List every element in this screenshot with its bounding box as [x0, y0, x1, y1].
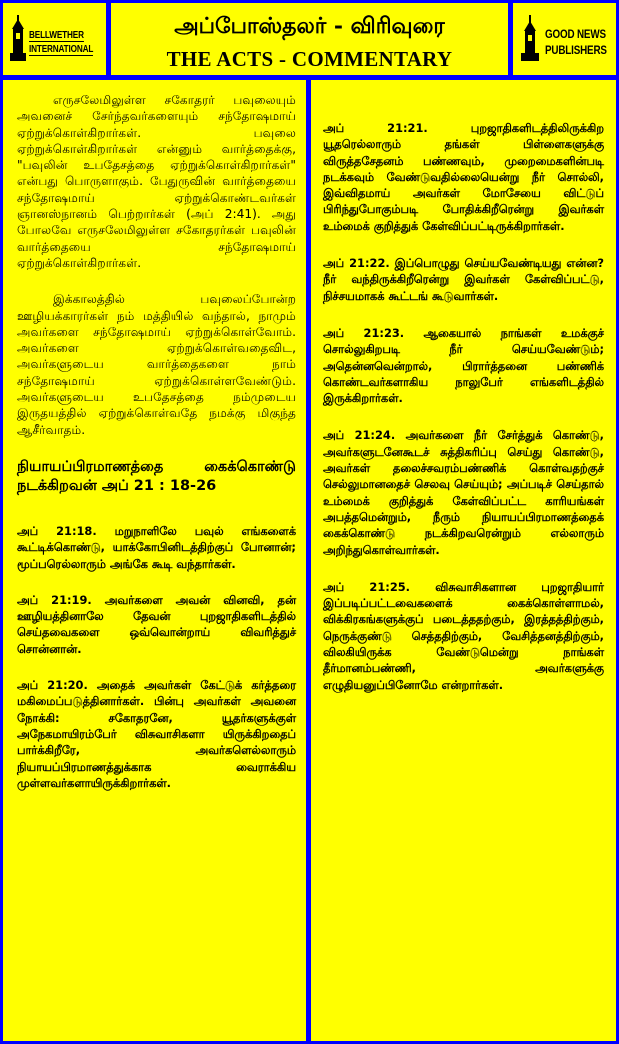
bellwether-logo [3, 3, 106, 75]
commentary-paragraph: இக்காலத்தில் பவுலைப்போன்ற ஊழியக்காரர்கள் நம் மத்தியில் வந்தால், நாமும் அவர்களை சந்தோஷமாய் ஏற்றுக்கொள்வோம். அவர்களை ஏற்றுக்கொள்வதைவிட, அவர்களுடைய வார்த்தைகளை நாம் சந்தோஷமாய் ஏற்றுக்கொள்ளவேண்டும். அவர்களுடைய உபதேசத்தை நம்முடைய இருதயத்தில் ஏற்றுக்கொள்வதே நமக்கு மிகுந்த ஆசீர்வாதம். [17, 292, 296, 437]
verse-block: அப் 21:21. புறஜாதிகளிடத்திலிருக்கிற யூதரெல்லாரும் தங்கள் பிள்ளைகளுக்கு விருத்தசேதனம் பண்ணவும், முறைமைகளின்படி நடக்கவும் வேண்டுவதில்லையென்று நீர் சொல்லி, இவ்விதமாய் அவர்கள் மோசேயை விட்டுப் பிரிந்துபோகும்படி போதிக்கிறீரென்று இவர்கள் உம்மைக் குறித்துக் கேள்விப்பட்டிருக்கிறார்கள். [323, 121, 604, 233]
logo-right-line1: GOOD NEWS [545, 27, 606, 41]
section-heading: நியாயப்பிரமாணத்தை கைக்கொண்டு நடக்கிறவன் அப் 21 : 18-26 [17, 458, 296, 495]
verse-block: அப் 21:24. அவர்களை நீர் சேர்த்துக் கொண்டு, அவர்களுடனேகூடச் சுத்திகரிப்பு செய்து கொண்டு, அவர்கள் தலைச்சவரம்பண்ணிக் கொள்வதற்குச் செல்லுமானதைச் செலவு செய்யும்; அப்படிச் செய்தால் உம்மைக் குறித்துக் கேள்விப்பட்ட காரியங்கள் அபத்தமென்றும், நீரும் நியாயப்பிரமாணத்தைக் கைக்கொண்டு நடக்கிறவரென்றும் எல்லாரும் அறிந்துகொள்வார்கள். [323, 428, 604, 557]
bell-tower-icon [9, 15, 27, 61]
logo-left-line1: BELLWETHER [29, 30, 84, 41]
right-column [311, 80, 616, 1041]
verse-block: அப் 21:23. ஆகையால் நாங்கள் உமக்குச் சொல்லுகிறபடி நீர் செய்யவேண்டும்; அதென்னவென்றால், பிரார்த்தனை பண்ணிக் கொண்டவர்களாகிய நாலுபேர் எங்களிடத்தில் இருக்கிறார்கள். [323, 325, 604, 406]
tower-icon [519, 15, 541, 61]
verse-block: அப் 21:25. விசுவாசிகளான புறஜாதியார் இப்படிப்பட்டவைகளைக் கைக்கொள்ளாமல், விக்கிரகங்களுக்குப் படைத்ததற்கும், இரத்தத்திற்கும், நெருக்குண்டு செத்ததிற்கும், வேசித்தனத்திற்கும், விலகியிருக்க வேண்டுமென்று நாங்கள் தீர்மானம்பண்ணி, அவர்களுக்கு எழுதியனுப்பினோமே என்றார்கள். [323, 579, 604, 692]
commentary-paragraph: எருசலேமிலுள்ள சகோதரர் பவுலையும் அவனைச் சேர்ந்தவர்களையும் சந்தோஷமாய் ஏற்றுக்கொள்கிறார்கள். பவுலை ஏற்றுக்கொள்கிறார்கள் என்னும் வார்த்தைக்கு, "பவுலின் உபதேசத்தை ஏற்றுக்கொள்கிறார்கள்" என்பது பொருளாகும். பேதுருவின் வார்த்தையை சந்தோஷமாய் ஏற்றுக்கொண்டவர்கள் ஞானஸ்நானம் பெற்றார்கள் (அப் 2:41). அது போலவே எருசலேமிலுள்ள சகோதரர்கள் பவுலின் வார்த்தையை சந்தோஷமாய் ஏற்றுக்கொள்கிறார்கள். [17, 93, 296, 270]
title-banner [111, 3, 508, 75]
page-title-english: THE ACTS - COMMENTARY [166, 47, 453, 71]
logo-left-line2: INTERNATIONAL [29, 44, 94, 55]
left-column [3, 80, 306, 1041]
page-title-tamil: அப்போஸ்தலர் - விரிவுரை [174, 13, 445, 39]
verse-block: அப் 21:19. அவர்களை அவன் வினவி, தன் ஊழியத்தினாலே தேவன் புறஜாதிகளிடத்தில் செய்தவைகளை ஒவ்வொன்றாய் விவரித்துச் சொன்னான். [17, 592, 296, 656]
logo-right-line2: PUBLISHERS [545, 43, 607, 57]
verse-block: அப் 21:18. மறுநாளிலே பவுல் எங்களைக் கூட்டிக்கொண்டு, யாக்கோபினிடத்திற்குப் போனான்; மூப்பரெல்லாரும் அங்கே கூடி வந்தார்கள். [17, 523, 296, 571]
good-news-logo [513, 3, 616, 75]
verse-block: அப் 21:22. இப்பொழுது செய்யவேண்டியது என்ன? நீர் வந்திருக்கிறீரென்று இவர்கள் கேள்விப்பட்டு, நிச்சயமாகக் கூட்டங் கூடுவார்கள். [323, 256, 604, 303]
verse-block: அப் 21:20. அதைக் அவர்கள் கேட்டுக் கர்த்தரை மகிமைப்படுத்தினார்கள். பின்பு அவர்கள் அவனை நோக்கி: சகோதரனே, யூதர்களுக்குள் அநேகமாயிரம்பேர் விசுவாசிகளா யிருக்கிறதைப் பார்க்கிறீரே, அவர்களெல்லாரும் நியாயப்பிரமாணத்துக்காக வைராக்கிய முள்ளவர்களாயிருக்கிறார்கள். [17, 678, 296, 790]
